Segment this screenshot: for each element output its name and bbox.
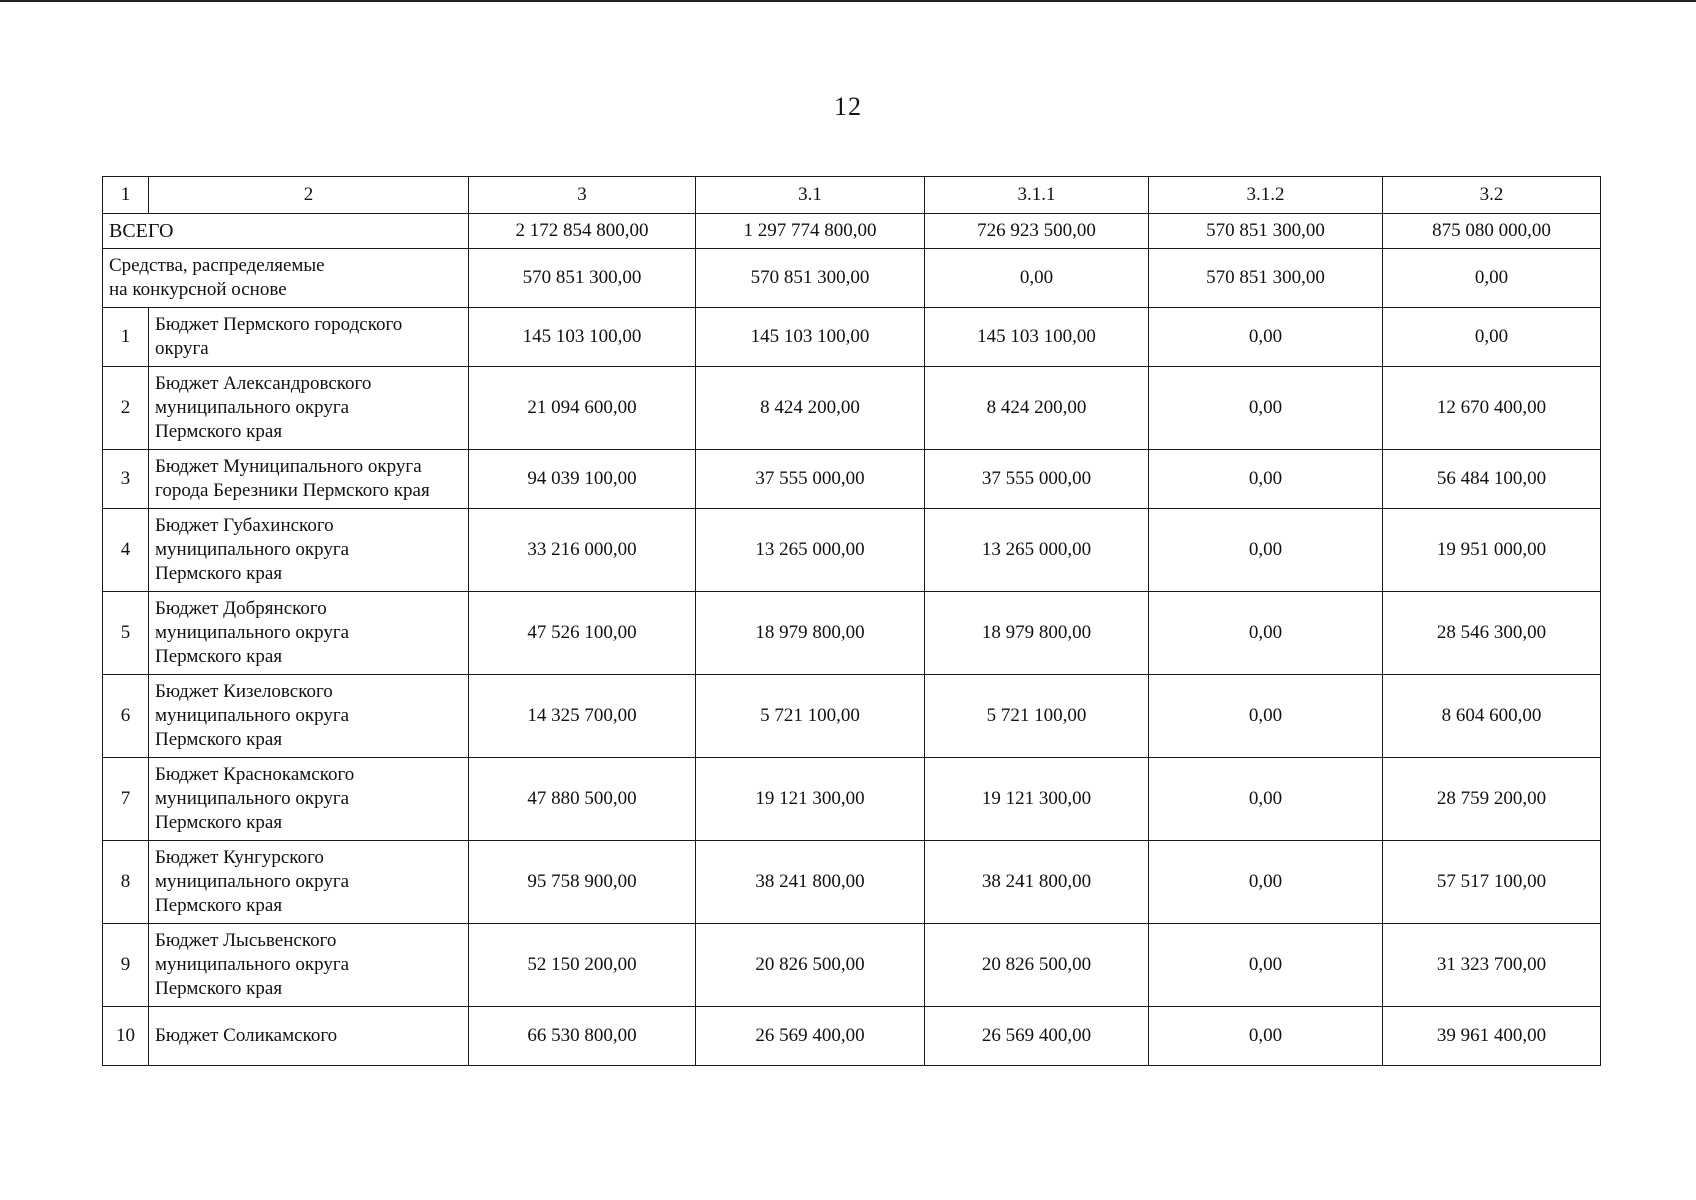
page-top-edge [0, 0, 1696, 2]
amount-cell: 20 826 500,00 [696, 924, 925, 1007]
budget-name-line: муниципального округа [155, 788, 350, 809]
budget-row [103, 1007, 1601, 1066]
row-number: 8 [103, 841, 149, 924]
budget-row [103, 450, 1601, 509]
amount-cell: 20 826 500,00 [925, 924, 1149, 1007]
amount-cell: 0,00 [1149, 841, 1383, 924]
amount-cell: 28 759 200,00 [1383, 758, 1601, 841]
budget-name [149, 450, 469, 509]
row-number: 10 [103, 1007, 149, 1066]
amount-cell: 0,00 [1149, 308, 1383, 367]
budget-name [149, 924, 469, 1007]
column-header: 3.2 [1383, 177, 1601, 214]
competitive-funds-row [103, 249, 1601, 308]
budget-name-line: Пермского края [155, 895, 283, 916]
amount-cell: 21 094 600,00 [469, 367, 696, 450]
budget-name [149, 367, 469, 450]
budget-name-line: муниципального округа [155, 954, 350, 975]
row-number: 4 [103, 509, 149, 592]
budget-name-line: Пермского края [155, 421, 283, 442]
budget-name-line: Бюджет Пермского городского [155, 314, 403, 335]
row-number: 7 [103, 758, 149, 841]
amount-cell: 0,00 [1149, 592, 1383, 675]
amount-cell: 8 424 200,00 [925, 367, 1149, 450]
row-number: 2 [103, 367, 149, 450]
budget-name-line: Бюджет Александровского [155, 373, 372, 394]
amount-cell: 0,00 [1149, 924, 1383, 1007]
budget-name-line: Пермского края [155, 563, 283, 584]
budget-allocation-table [102, 176, 1601, 1066]
total-value: 726 923 500,00 [925, 214, 1149, 249]
competitive-value: 0,00 [1383, 249, 1601, 308]
amount-cell: 95 758 900,00 [469, 841, 696, 924]
row-number: 9 [103, 924, 149, 1007]
amount-cell: 0,00 [1149, 1007, 1383, 1066]
competitive-funds-label [103, 249, 469, 308]
budget-name [149, 841, 469, 924]
budget-name-line: муниципального округа [155, 705, 350, 726]
column-header: 3.1.2 [1149, 177, 1383, 214]
amount-cell: 47 880 500,00 [469, 758, 696, 841]
amount-cell: 57 517 100,00 [1383, 841, 1601, 924]
budget-name-line: Бюджет Кизеловского [155, 681, 333, 702]
competitive-value: 570 851 300,00 [469, 249, 696, 308]
amount-cell: 0,00 [1149, 450, 1383, 509]
row-number: 6 [103, 675, 149, 758]
column-header: 1 [103, 177, 149, 214]
amount-cell: 33 216 000,00 [469, 509, 696, 592]
column-header: 3 [469, 177, 696, 214]
budget-name-line: Бюджет Кунгурского [155, 847, 324, 868]
total-value: 2 172 854 800,00 [469, 214, 696, 249]
amount-cell: 19 121 300,00 [696, 758, 925, 841]
budget-name-line: округа [155, 338, 209, 359]
total-row [103, 214, 1601, 249]
amount-cell: 19 951 000,00 [1383, 509, 1601, 592]
amount-cell: 8 424 200,00 [696, 367, 925, 450]
competitive-value: 570 851 300,00 [1149, 249, 1383, 308]
total-value: 1 297 774 800,00 [696, 214, 925, 249]
column-header: 2 [149, 177, 469, 214]
amount-cell: 52 150 200,00 [469, 924, 696, 1007]
row-number: 5 [103, 592, 149, 675]
budget-name [149, 758, 469, 841]
amount-cell: 26 569 400,00 [925, 1007, 1149, 1066]
label-line: на конкурсной основе [109, 279, 287, 300]
row-number: 3 [103, 450, 149, 509]
budget-name-line: города Березники Пермского края [155, 480, 430, 501]
page-number: 12 [834, 92, 862, 121]
amount-cell: 145 103 100,00 [469, 308, 696, 367]
amount-cell: 56 484 100,00 [1383, 450, 1601, 509]
column-header: 3.1.1 [925, 177, 1149, 214]
budget-name-line: муниципального округа [155, 397, 350, 418]
budget-row [103, 592, 1601, 675]
budget-name-line: Пермского края [155, 812, 283, 833]
amount-cell: 47 526 100,00 [469, 592, 696, 675]
column-header: 3.1 [696, 177, 925, 214]
amount-cell: 0,00 [1149, 758, 1383, 841]
total-value: 875 080 000,00 [1383, 214, 1601, 249]
budget-name-line: Бюджет Лысьвенского [155, 930, 337, 951]
amount-cell: 5 721 100,00 [925, 675, 1149, 758]
budget-row [103, 841, 1601, 924]
amount-cell: 145 103 100,00 [696, 308, 925, 367]
amount-cell: 0,00 [1383, 308, 1601, 367]
label-line: Средства, распределяемые [109, 255, 325, 276]
column-number-row [103, 177, 1601, 214]
budget-name-line: Бюджет Краснокамского [155, 764, 355, 785]
budget-name [149, 308, 469, 367]
budget-name [149, 592, 469, 675]
budget-name-line: муниципального округа [155, 871, 350, 892]
amount-cell: 28 546 300,00 [1383, 592, 1601, 675]
budget-name-line: Бюджет Добрянского [155, 598, 327, 619]
budget-row [103, 758, 1601, 841]
budget-row [103, 367, 1601, 450]
amount-cell: 0,00 [1149, 509, 1383, 592]
amount-cell: 5 721 100,00 [696, 675, 925, 758]
amount-cell: 0,00 [1149, 675, 1383, 758]
budget-name-line: Пермского края [155, 729, 283, 750]
amount-cell: 12 670 400,00 [1383, 367, 1601, 450]
amount-cell: 94 039 100,00 [469, 450, 696, 509]
budget-row [103, 308, 1601, 367]
total-label: ВСЕГО [103, 214, 469, 249]
budget-name [149, 675, 469, 758]
budget-name-line: Бюджет Губахинского [155, 515, 334, 536]
amount-cell: 0,00 [1149, 367, 1383, 450]
budget-name-line: Пермского края [155, 646, 283, 667]
amount-cell: 19 121 300,00 [925, 758, 1149, 841]
amount-cell: 39 961 400,00 [1383, 1007, 1601, 1066]
budget-name-line: муниципального округа [155, 622, 350, 643]
budget-name-line: Бюджет Муниципального округа [155, 456, 422, 477]
budget-name-line: Бюджет Соликамского [155, 1025, 338, 1046]
total-value: 570 851 300,00 [1149, 214, 1383, 249]
amount-cell: 26 569 400,00 [696, 1007, 925, 1066]
budget-row [103, 924, 1601, 1007]
budget-name-line: Пермского края [155, 978, 283, 999]
budget-name [149, 509, 469, 592]
amount-cell: 37 555 000,00 [925, 450, 1149, 509]
budget-row [103, 509, 1601, 592]
amount-cell: 13 265 000,00 [925, 509, 1149, 592]
amount-cell: 18 979 800,00 [925, 592, 1149, 675]
budget-row [103, 675, 1601, 758]
row-number: 1 [103, 308, 149, 367]
amount-cell: 13 265 000,00 [696, 509, 925, 592]
amount-cell: 66 530 800,00 [469, 1007, 696, 1066]
amount-cell: 145 103 100,00 [925, 308, 1149, 367]
amount-cell: 37 555 000,00 [696, 450, 925, 509]
amount-cell: 38 241 800,00 [925, 841, 1149, 924]
budget-name [149, 1007, 469, 1066]
amount-cell: 14 325 700,00 [469, 675, 696, 758]
competitive-value: 570 851 300,00 [696, 249, 925, 308]
amount-cell: 31 323 700,00 [1383, 924, 1601, 1007]
competitive-value: 0,00 [925, 249, 1149, 308]
amount-cell: 18 979 800,00 [696, 592, 925, 675]
budget-name-line: муниципального округа [155, 539, 350, 560]
amount-cell: 8 604 600,00 [1383, 675, 1601, 758]
amount-cell: 38 241 800,00 [696, 841, 925, 924]
